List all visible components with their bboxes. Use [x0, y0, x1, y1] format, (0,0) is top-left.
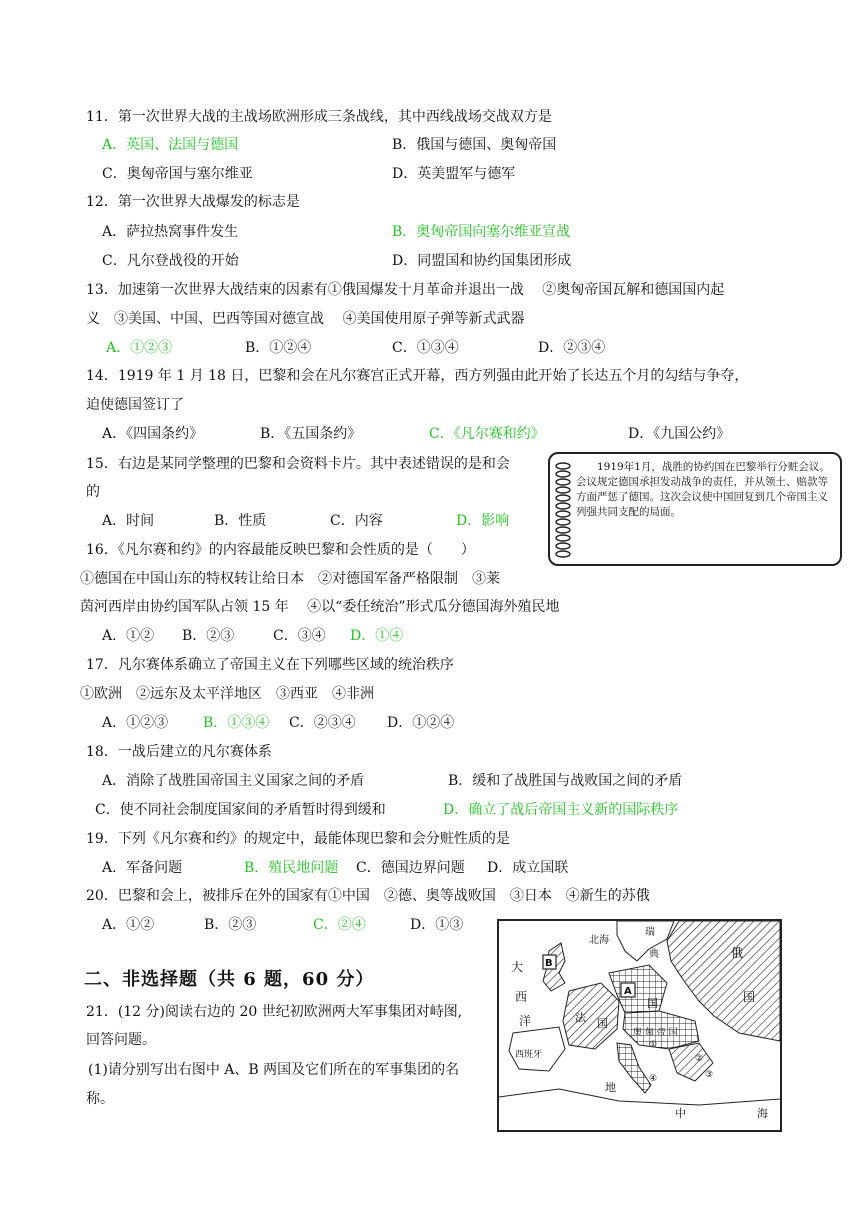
q14-option-a[interactable]: A．《四国条约》 [102, 426, 204, 442]
q13-stem-line2: 义 ③美国、中国、巴西等国对德宣战 ④美国使用原子弹等新式武器 [86, 311, 525, 327]
q12-option-d[interactable]: D．同盟国和协约国集团形成 [392, 253, 572, 269]
q20-option-d[interactable]: D．①③ [410, 917, 464, 933]
q14-option-b[interactable]: B．《五国条约》 [260, 426, 362, 442]
q12-option-c[interactable]: C．凡尔登战役的开始 [102, 253, 239, 269]
italy-region [617, 1043, 651, 1093]
q14-stem-line1: 14．1919 年 1 月 18 日，巴黎和会在凡尔赛宫正式开幕，西方列强由此开始了长达五个月的勾结与争夺， [86, 368, 749, 384]
map-label-guo-e: 国 [743, 990, 756, 1004]
q15-option-d[interactable]: D．影响 [456, 513, 510, 529]
q17-item-line1: ①欧洲 ②远东及太平洋地区 ③西亚 ④非洲 [80, 686, 374, 702]
q20-option-a[interactable]: A．①② [102, 917, 155, 933]
q17-option-d[interactable]: D．①②④ [387, 715, 455, 731]
europe-alliances-map [497, 919, 782, 1132]
map-label-yang: 洋 [519, 1014, 532, 1028]
card-text: 1919年1月，战胜的协约国在巴黎举行分赃会议。会议规定德国承担发动战争的责任，并从领土、赔款等方面严惩了德国。这次会议使中国回复到几个帝国主义列强共同支配的局面。 [576, 461, 830, 518]
map-svg [499, 921, 780, 1130]
q20-option-b[interactable]: B．②③ [204, 917, 257, 933]
q12-stem: 12．第一次世界大战爆发的标志是 [86, 194, 300, 210]
map-label-da: 大 [511, 960, 524, 974]
africa-coast [499, 1089, 780, 1105]
q13-option-b[interactable]: B．①②④ [245, 340, 312, 356]
map-label-beihai: 北海 [589, 935, 609, 946]
q19-option-a[interactable]: A．军备问题 [102, 860, 183, 876]
q13-option-c[interactable]: C．①③④ [392, 340, 459, 356]
q16-stem: 16．《凡尔赛和约》的内容最能反映巴黎和会性质的是（ ） [86, 542, 475, 558]
q19-option-b[interactable]: B．殖民地问题 [244, 860, 339, 876]
q15-option-a[interactable]: A．时间 [102, 513, 155, 529]
q16-option-a[interactable]: A．①② [102, 628, 155, 644]
q19-option-d[interactable]: D．成立国联 [487, 860, 569, 876]
q16-option-d[interactable]: D．①④ [350, 628, 404, 644]
q16-option-c[interactable]: C．③④ [273, 628, 326, 644]
map-label-deguo: 国 [647, 997, 658, 1010]
q11-option-d[interactable]: D．英美盟军与德军 [392, 166, 516, 182]
q17-option-c[interactable]: C．②③④ [289, 715, 356, 731]
q11-stem: 11．第一次世界大战的主战场欧洲形成三条战线，其中西线战场交战双方是 [86, 109, 552, 125]
map-label-hai: 海 [757, 1107, 768, 1120]
map-label-n2: ② [695, 1054, 704, 1064]
q21-sub1-line1: (1)请分别写出右图中 A、B 两国及它们所在的军事集团的名 [88, 1062, 460, 1078]
section-title: 二、非选择题（共 6 题，60 分） [84, 969, 375, 990]
q21-stem-line2: 回答问题。 [86, 1032, 156, 1048]
france-region [563, 983, 619, 1049]
q13-option-d[interactable]: D．②③④ [538, 340, 606, 356]
q11-option-a[interactable]: A．英国、法国与德国 [102, 137, 239, 153]
q20-option-c[interactable]: C．②④ [313, 917, 366, 933]
q14-option-d[interactable]: D．《九国公约》 [628, 426, 731, 442]
map-label-n4: ④ [649, 1074, 658, 1084]
q13-stem-line1: 13．加速第一次世界大战结束的因素有①俄国爆发十月革命并退出一战 ②奥匈帝国瓦解和德国国内起 [86, 282, 725, 298]
q16-item-line1: ①德国在中国山东的特权转让给日本 ②对德国军备严格限制 ③莱 [80, 571, 500, 587]
q17-option-a[interactable]: A．①②③ [102, 715, 169, 731]
map-label-b: B [545, 958, 553, 969]
map-label-guo-fa: 国 [597, 1017, 608, 1030]
q18-option-c[interactable]: C．使不同社会制度国家间的矛盾暂时得到缓和 [95, 802, 386, 818]
q20-stem: 20．巴黎和会上，被排斥在外的国家有①中国 ②德、奥等战败国 ③日本 ④新生的苏俄 [86, 888, 650, 904]
q15-stem-line2: 的 [86, 484, 100, 500]
map-label-xi: 西 [515, 990, 528, 1004]
q11-option-c[interactable]: C．奥匈帝国与塞尔维亚 [102, 166, 253, 182]
q17-stem: 17．凡尔赛体系确立了帝国主义在下列哪些区域的统治秩序 [86, 657, 454, 673]
q15-option-c[interactable]: C．内容 [330, 513, 383, 529]
map-label-di: 地 [605, 1081, 616, 1094]
q13-option-a[interactable]: A．①②③ [106, 340, 173, 356]
q15-option-b[interactable]: B．性质 [214, 513, 267, 529]
q19-stem: 19．下列《凡尔赛和约》的规定中，最能体现巴黎和会分赃性质的是 [86, 831, 510, 847]
material-card [548, 452, 842, 566]
q19-option-c[interactable]: C．德国边界问题 [356, 860, 465, 876]
spiral-binding-icon [554, 460, 572, 558]
q21-sub1-line2: 称。 [86, 1091, 114, 1107]
map-label-rui: 瑞 [645, 927, 655, 938]
q14-option-c[interactable]: C．《凡尔赛和约》 [429, 426, 545, 442]
q17-option-b[interactable]: B．①③④ [203, 715, 270, 731]
map-label-a: A [624, 986, 632, 997]
map-label-n1: ① [649, 1040, 658, 1050]
q18-option-b[interactable]: B．缓和了战胜国与战败国之间的矛盾 [448, 773, 683, 789]
map-label-e: 俄 [731, 946, 744, 960]
q18-option-a[interactable]: A．消除了战胜国帝国主义国家之间的矛盾 [102, 773, 365, 789]
map-label-n3: ③ [705, 1070, 714, 1080]
map-label-fa: 法 [575, 1011, 586, 1024]
map-label-zhong: 中 [675, 1107, 686, 1120]
q18-stem: 18．一战后建立的凡尔赛体系 [86, 744, 272, 760]
q21-stem-line1: 21．(12 分)阅读右边的 20 世纪初欧洲两大军事集团对峙图, [86, 1004, 463, 1020]
iberia-region [509, 1027, 565, 1071]
q12-option-b[interactable]: B．奥匈帝国向塞尔维亚宣战 [392, 224, 571, 240]
q12-option-a[interactable]: A．萨拉热窝事件发生 [102, 224, 239, 240]
map-label-dian: 典 [649, 949, 659, 960]
map-label-xibanya: 西班牙 [515, 1050, 543, 1060]
q16-option-b[interactable]: B．②③ [182, 628, 235, 644]
map-label-aoxiong: 奥 匈 帝 国 [633, 1028, 678, 1038]
q15-stem-line1: 15．右边是某同学整理的巴黎和会资料卡片。其中表述错误的是和会 [86, 456, 510, 472]
q14-stem-line2: 迫使德国签订了 [86, 397, 184, 413]
q16-item-line2: 茵河西岸由协约国军队占领 15 年 ④以“委任统治”形式瓜分德国海外殖民地 [80, 599, 560, 615]
q18-option-d[interactable]: D．确立了战后帝国主义新的国际秩序 [443, 802, 679, 818]
q11-option-b[interactable]: B．俄国与德国、奥匈帝国 [392, 137, 557, 153]
